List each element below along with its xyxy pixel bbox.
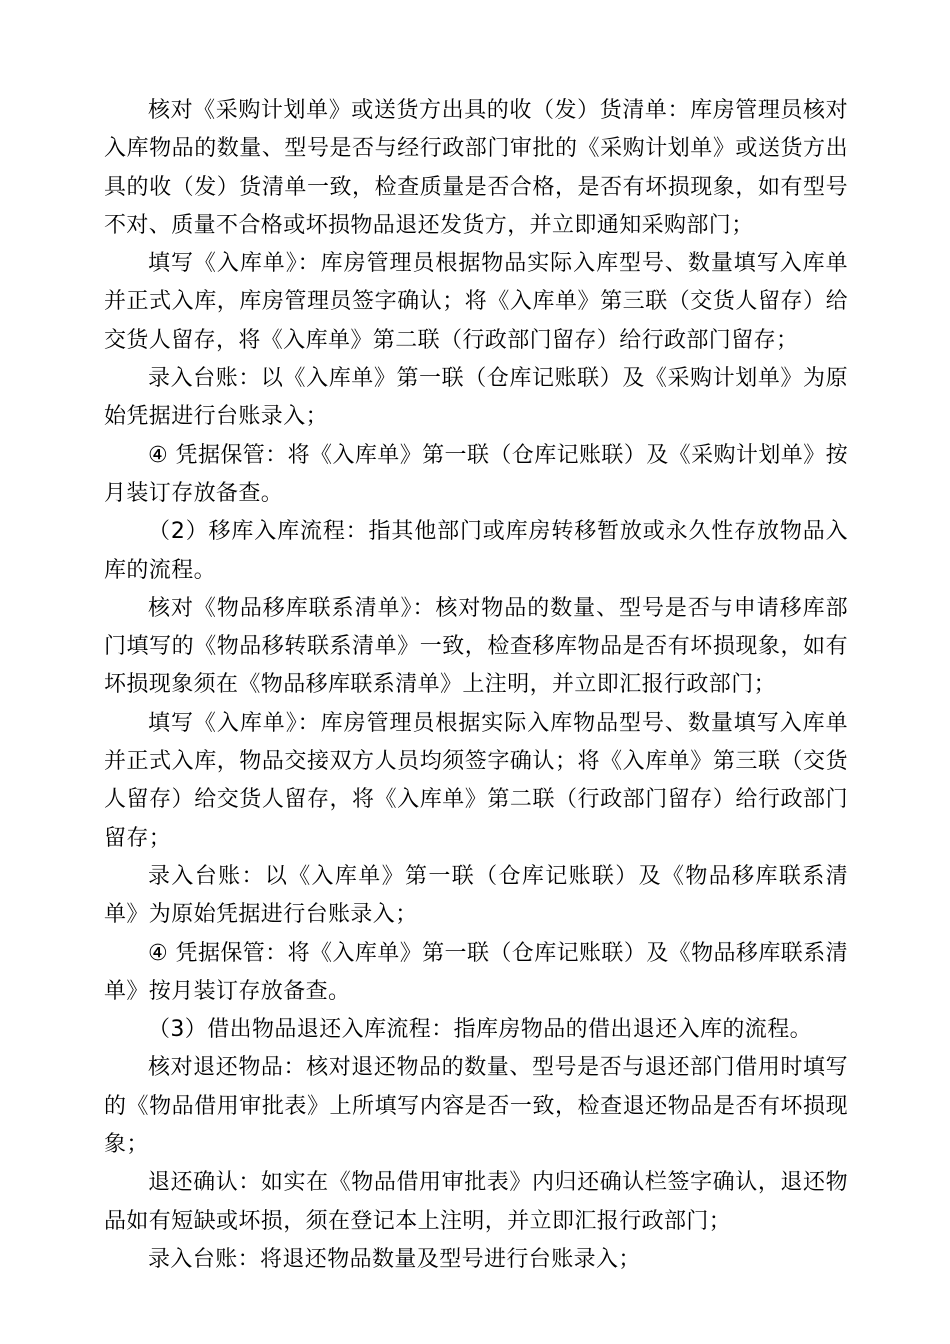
paragraph-transfer-inbound-heading: （2）移库入库流程：指其他部门或库房转移暂放或永久性存放物品入库的流程。 [104,519,848,583]
paragraph-verify-returned-items: 核对退还物品：核对退还物品的数量、型号是否与退还部门借用时填写的《物品借用审批表》上所填写内容是否一致，检查退还物品是否有坏损现象； [104,1055,848,1158]
paragraph-fill-inbound-form: 填写《入库单》：库房管理员根据物品实际入库型号、数量填写入库单并正式入库，库房管理员签字确认；将《入库单》第三联（交货人留存）给交货人留存，将《入库单》第二联（行政部门留存）给行政部门留存； [104,251,848,353]
paragraph-fill-inbound-form-transfer: 填写《入库单》：库房管理员根据实际入库物品型号、数量填写入库单并正式入库，物品交接双方人员均须签字确认；将《入库单》第三联（交货人留存）给交货人留存，将《入库单》第二联（行政部门留存）给行政部门留存； [104,710,848,851]
paragraph-voucher-keeping: ④ 凭据保管：将《入库单》第一联（仓库记账联）及《采购计划单》按月装订存放备查。 [104,442,848,506]
paragraph-ledger-entry-return: 录入台账：将退还物品数量及型号进行台账录入； [148,1246,641,1272]
document-body [104,92,848,1279]
paragraph-return-inbound-heading: （3）借出物品退还入库流程：指库房物品的借出退还入库的流程。 [148,1017,812,1043]
paragraph-voucher-keeping-transfer: ④ 凭据保管：将《入库单》第一联（仓库记账联）及《物品移库联系清单》按月装订存放备查。 [104,940,848,1004]
paragraph-verify-purchase-list: 核对《采购计划单》或送货方出具的收（发）货清单：库房管理员核对入库物品的数量、型号是否与经行政部门审批的《采购计划单》或送货方出具的收（发）货清单一致，检查质量是否合格，是否有坏损现象，如有型号不对、质量不合格或坏损物品退还发货方，并立即通知采购部门； [104,98,848,238]
paragraph-verify-transfer-list: 核对《物品移库联系清单》：核对物品的数量、型号是否与申请移库部门填写的《物品移转联系清单》一致，检查移库物品是否有坏损现象，如有坏损现象须在《物品移库联系清单》上注明，并立即汇报行政部门； [104,595,848,698]
paragraph-ledger-entry-transfer: 录入台账：以《入库单》第一联（仓库记账联）及《物品移库联系清单》为原始凭据进行台账录入； [104,863,848,928]
paragraph-return-confirmation: 退还确认：如实在《物品借用审批表》内归还确认栏签字确认，退还物品如有短缺或坏损，须在登记本上注明，并立即汇报行政部门； [104,1170,848,1234]
paragraph-ledger-entry: 录入台账：以《入库单》第一联（仓库记账联）及《采购计划单》为原始凭据进行台账录入； [104,366,848,430]
